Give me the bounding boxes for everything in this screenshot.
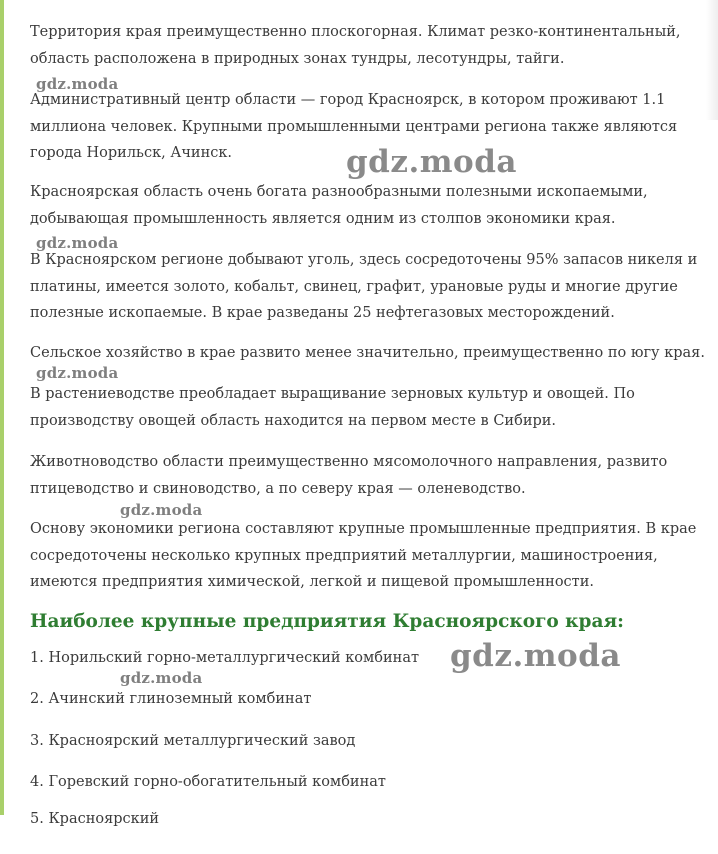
paragraph-line: добывающая промышленность является одним из столпов экономики края. (30, 210, 616, 227)
list-item-cut: 5. Красноярский (30, 811, 160, 827)
paragraph-line: миллиона человек. Крупными промышленными центрами региона также являются (30, 118, 678, 135)
paragraph-line: Животноводство области преимущественно мясомолочного направления, развито (30, 454, 668, 470)
list-item: 2. Ачинский глиноземный комбинат (30, 691, 312, 707)
paragraph-line: Сельское хозяйство в крае развито менее значительно, преимущественно по югу края. (30, 345, 705, 361)
paragraph-line: имеются предприятия химической, легкой и пищевой промышленности. (30, 574, 594, 590)
section-heading: Наиболее крупные предприятия Красноярского края: (30, 611, 624, 632)
left-accent-rule (0, 0, 4, 815)
paragraph-line: производству овощей область находится на первом месте в Сибири. (30, 412, 557, 429)
list-item: 3. Красноярский металлургический завод (30, 733, 356, 749)
watermark-logo-large: gdz.moda (450, 638, 621, 674)
paragraph-line: сосредоточены несколько крупных предприятий металлургии, машиностроения, (30, 547, 658, 564)
paragraph-crops (30, 381, 702, 434)
paragraph-minerals (30, 179, 702, 232)
paragraph-line: полезные ископаемые. В крае разведаны 25 нефтегазовых месторождений. (30, 305, 615, 321)
watermark-logo: gdz.moda (36, 364, 119, 382)
paragraph-economy (30, 516, 702, 596)
right-edge-shadow (706, 0, 718, 120)
paragraph-line: В Красноярском регионе добывают уголь, здесь сосредоточены 95% запасов никеля и (30, 252, 698, 268)
paragraph-line: платины, имеется золото, кобальт, свинец, графит, урановые руды и многие другие (30, 278, 678, 295)
paragraph-line: область расположена в природных зонах тундры, лесотундры, тайги. (30, 50, 565, 67)
paragraph-line: Красноярская область очень богата разнообразными полезными ископаемыми, (30, 184, 648, 200)
paragraph-line: города Норильск, Ачинск. (30, 145, 233, 161)
paragraph-agriculture (30, 340, 705, 367)
paragraph-livestock (30, 449, 702, 502)
list-item: 4. Горевский горно-обогатительный комбинат (30, 774, 386, 790)
paragraph-line: В растениеводстве преобладает выращивание зерновых культур и овощей. По (30, 386, 635, 402)
watermark-logo: gdz.moda (120, 501, 203, 519)
paragraph-mining (30, 247, 702, 327)
watermark-logo: gdz.moda (120, 669, 203, 687)
paragraph-territory (30, 19, 702, 72)
paragraph-line: Административный центр области — город Красноярск, в котором проживают 1.1 (30, 92, 666, 108)
list-item: 1. Норильский горно-металлургический комбинат (30, 650, 420, 666)
paragraph-line: птицеводство и свиноводство, а по северу края — оленеводство. (30, 480, 526, 497)
watermark-logo-large: gdz.moda (346, 144, 517, 180)
watermark-logo: gdz.moda (36, 75, 119, 93)
watermark-logo: gdz.moda (36, 234, 119, 252)
paragraph-line: Территория края преимущественно плоскогорная. Климат резко-континентальный, (30, 24, 681, 40)
paragraph-line: Основу экономики региона составляют крупные промышленные предприятия. В крае (30, 521, 697, 537)
